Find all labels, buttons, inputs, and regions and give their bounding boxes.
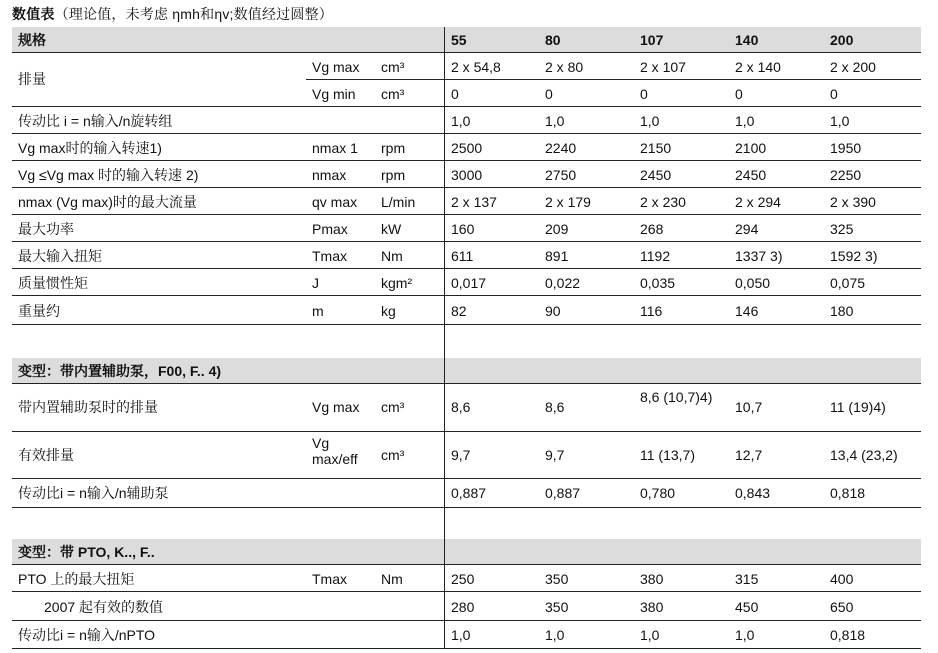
title-main: 数值表 xyxy=(12,6,55,22)
rule xyxy=(12,564,921,565)
cell: 0 xyxy=(735,86,743,102)
rule xyxy=(12,160,921,161)
cell: 2250 xyxy=(830,167,862,183)
cell: 2 x 54,8 xyxy=(451,59,501,75)
cell: 0,035 xyxy=(640,275,676,291)
row-unit: kW xyxy=(381,221,402,237)
row-unit: cm³ xyxy=(381,447,405,463)
rule xyxy=(12,295,921,296)
cell: 1,0 xyxy=(640,113,660,129)
cell: 2 x 179 xyxy=(545,194,591,210)
rule xyxy=(12,383,921,384)
row-label: nmax (Vg max)时的最大流量 xyxy=(18,194,197,210)
cell: 2 x 107 xyxy=(640,59,686,75)
cell: 12,7 xyxy=(735,447,763,463)
cell: 90 xyxy=(545,303,561,319)
row-label: 传动比i = n输入/n辅助泵 xyxy=(18,485,169,501)
cell: 380 xyxy=(640,599,664,615)
row-label: 2007 起有效的数值 xyxy=(44,599,164,615)
rule xyxy=(12,106,921,107)
row-unit: kgm² xyxy=(381,275,413,291)
cell: 209 xyxy=(545,221,569,237)
cell: 11 (13,7) xyxy=(640,447,695,463)
cell: 3000 xyxy=(451,167,483,183)
cell: 1592 3) xyxy=(830,248,878,264)
cell: 82 xyxy=(451,303,467,319)
cell: 2 x 230 xyxy=(640,194,686,210)
row-label: 最大输入扭矩 xyxy=(18,248,102,264)
row-label: 传动比 i = n输入/n旋转组 xyxy=(18,113,173,129)
size-80: 80 xyxy=(545,32,561,48)
rule xyxy=(12,478,921,479)
cell: 2 x 140 xyxy=(735,59,781,75)
cell: 0,017 xyxy=(451,275,487,291)
cell: 116 xyxy=(640,303,663,319)
cell: 2 x 294 xyxy=(735,194,781,210)
col-divider xyxy=(444,27,445,649)
cell: 1,0 xyxy=(830,113,850,129)
row-unit: Nm xyxy=(381,248,403,264)
cell: 1,0 xyxy=(451,627,471,643)
row-label: 有效排量 xyxy=(18,447,74,463)
rule xyxy=(12,591,921,592)
header-label: 规格 xyxy=(18,32,46,48)
cell: 350 xyxy=(545,599,569,615)
rule xyxy=(12,52,921,53)
cell: 450 xyxy=(735,599,759,615)
cell: 2100 xyxy=(735,140,767,156)
cell: 1,0 xyxy=(545,627,565,643)
cell: 2450 xyxy=(735,167,767,183)
row-label: 带内置辅助泵时的排量 xyxy=(18,399,158,415)
row-symbol: m xyxy=(312,303,324,319)
row-unit: Nm xyxy=(381,571,403,587)
rule xyxy=(12,620,921,621)
rule xyxy=(12,214,921,215)
cell: 400 xyxy=(830,571,854,587)
cell: 2 x 390 xyxy=(830,194,876,210)
row-symbol: nmax 1 xyxy=(312,140,358,156)
row-label: 重量约 xyxy=(18,303,60,319)
row-symbol: Pmax xyxy=(312,221,348,237)
row-unit: rpm xyxy=(381,167,406,183)
row-symbol: Vg max xyxy=(312,399,360,415)
rule xyxy=(12,187,921,188)
section2-title: 变型：带 PTO, K.., F.. xyxy=(18,544,155,560)
section1-title: 变型：带内置辅助泵，F00, F.. 4) xyxy=(18,363,222,379)
cell: 0 xyxy=(830,86,838,102)
row-label: 最大功率 xyxy=(18,221,74,237)
cell: 146 xyxy=(735,303,759,319)
size-200: 200 xyxy=(830,32,854,48)
row-unit: kg xyxy=(381,303,396,319)
cell: 380 xyxy=(640,571,664,587)
cell: 611 xyxy=(451,248,474,264)
row-symbol: nmax xyxy=(312,167,347,183)
cell: 315 xyxy=(735,571,759,587)
cell: 1192 xyxy=(640,248,671,264)
cell: 0,022 xyxy=(545,275,581,291)
cell: 1,0 xyxy=(735,113,755,129)
row-symbol: Tmax xyxy=(312,248,347,264)
cell: 2500 xyxy=(451,140,483,156)
size-140: 140 xyxy=(735,32,759,48)
cell: 294 xyxy=(735,221,759,237)
cell: 9,7 xyxy=(451,447,471,463)
cell: 13,4 (23,2) xyxy=(830,447,898,463)
row-symbol: Vg min xyxy=(312,86,356,102)
cell: 0,887 xyxy=(451,485,487,501)
row-symbol: Vg max/eff xyxy=(312,435,358,467)
cell: 0,075 xyxy=(830,275,866,291)
row-symbol: Vg max xyxy=(312,59,360,75)
rule xyxy=(12,268,921,269)
cell: 1,0 xyxy=(640,627,660,643)
cell: 2150 xyxy=(640,140,672,156)
row-unit: rpm xyxy=(381,140,406,156)
row-symbol: Tmax xyxy=(312,571,347,587)
cell: 891 xyxy=(545,248,569,264)
cell: 650 xyxy=(830,599,854,615)
cell: 0,780 xyxy=(640,485,676,501)
cell: 2750 xyxy=(545,167,577,183)
cell: 2 x 80 xyxy=(545,59,584,75)
cell: 11 (19)4) xyxy=(830,399,886,415)
cell: 1,0 xyxy=(451,113,471,129)
cell: 2 x 137 xyxy=(451,194,497,210)
rule xyxy=(12,324,921,325)
cell: 1,0 xyxy=(735,627,755,643)
row-unit: cm³ xyxy=(381,86,405,102)
cell: 180 xyxy=(830,303,854,319)
rule xyxy=(12,241,921,242)
row-label: 排量 xyxy=(18,71,46,87)
cell: 250 xyxy=(451,571,475,587)
rule xyxy=(12,648,921,649)
cell: 325 xyxy=(830,221,854,237)
row-unit: cm³ xyxy=(381,399,405,415)
cell: 0,843 xyxy=(735,485,771,501)
cell: 2450 xyxy=(640,167,672,183)
data-table xyxy=(12,27,921,649)
table-title xyxy=(12,4,333,24)
cell: 2 x 200 xyxy=(830,59,876,75)
cell: 8,6 (10,7)4) xyxy=(640,389,713,405)
cell: 1,0 xyxy=(545,113,565,129)
row-symbol: qv max xyxy=(312,194,358,210)
row-symbol: J xyxy=(312,275,319,291)
row-unit: cm³ xyxy=(381,59,405,75)
cell: 160 xyxy=(451,221,475,237)
rule xyxy=(306,79,921,80)
cell: 1950 xyxy=(830,140,862,156)
cell: 0,818 xyxy=(830,485,866,501)
row-label: Vg ≤Vg max 时的输入转速 2) xyxy=(18,167,199,183)
cell: 9,7 xyxy=(545,447,565,463)
cell: 1337 3) xyxy=(735,248,783,264)
cell: 268 xyxy=(640,221,664,237)
cell: 0 xyxy=(640,86,648,102)
row-label: 传动比i = n输入/nPTO xyxy=(18,627,156,643)
cell: 8,6 xyxy=(545,399,565,415)
row-label: PTO 上的最大扭矩 xyxy=(18,571,135,587)
row-label: Vg max时的输入转速1) xyxy=(18,140,162,156)
cell: 2240 xyxy=(545,140,577,156)
size-55: 55 xyxy=(451,32,467,48)
cell: 0,050 xyxy=(735,275,771,291)
rule xyxy=(12,507,921,508)
cell: 0 xyxy=(451,86,459,102)
rule xyxy=(12,133,921,134)
cell: 350 xyxy=(545,571,569,587)
cell: 0,887 xyxy=(545,485,581,501)
size-107: 107 xyxy=(640,32,664,48)
cell: 10,7 xyxy=(735,399,763,415)
cell: 0 xyxy=(545,86,553,102)
cell: 8,6 xyxy=(451,399,471,415)
row-unit: L/min xyxy=(381,194,416,210)
cell: 280 xyxy=(451,599,475,615)
rule xyxy=(12,431,921,432)
title-subtitle: （理论值，未考虑 ηmh和ηv;数值经过圆整） xyxy=(54,6,334,22)
cell: 0,818 xyxy=(830,627,866,643)
row-label: 质量惯性矩 xyxy=(18,275,88,291)
